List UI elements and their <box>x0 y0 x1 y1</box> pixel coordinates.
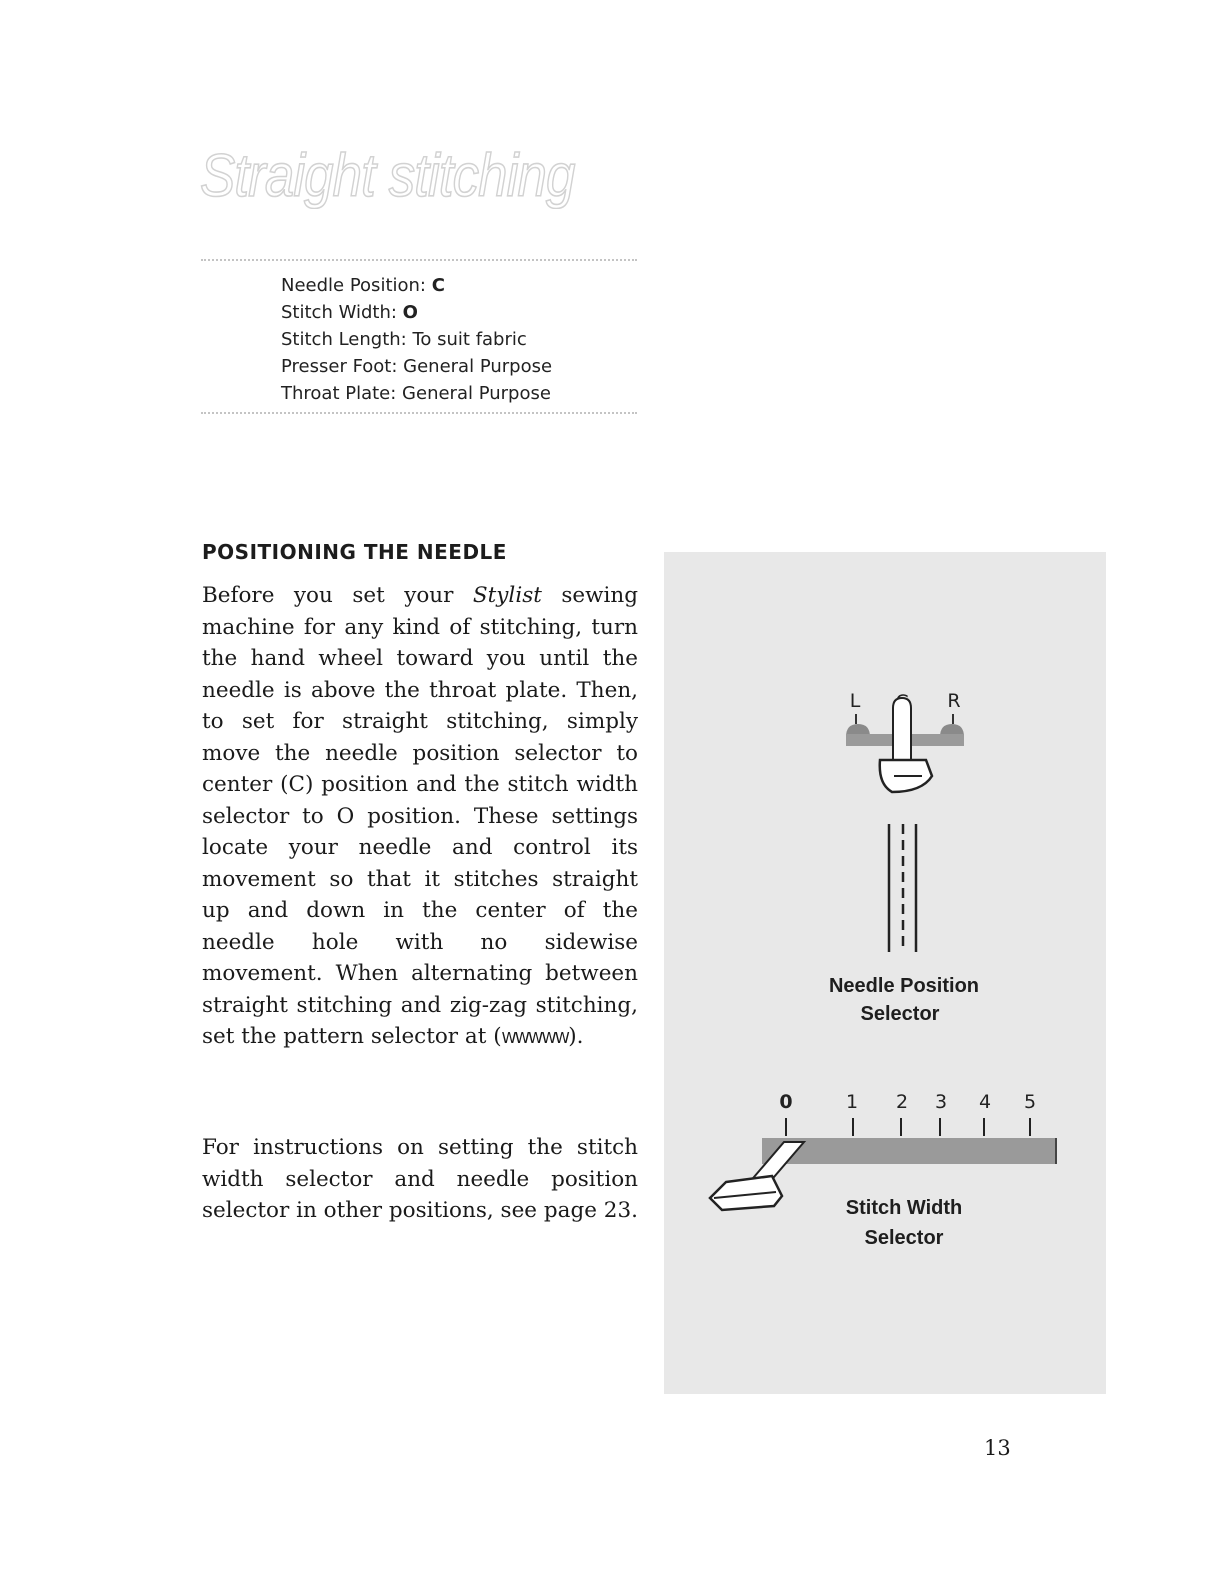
needle-position-caption: Needle Position <box>828 975 980 997</box>
width-scale-label-0: 0 <box>779 1091 793 1113</box>
setting-throat-plate: Throat Plate: General Purpose <box>281 383 551 404</box>
width-scale-label-3: 3 <box>934 1091 948 1113</box>
setting-value: O <box>402 302 418 323</box>
instruction-paragraph: Before you set your Stylist sewing machine for any kind of stitching, turn the hand wheel toward you until the needle is above the throat plate. Then, to set for straight stitching, simply move the needle position selector to center (C) position and the stitch width selector to O position. These settings locate your needle and control its movement so that it stitches straight up and down in the center of the needle hole with no sidewise movement. When alternating between straight stitching and zig-zag stitching, set the pattern selector at (WWWWW). <box>202 583 639 1049</box>
stitch-width-caption-2: Selector <box>864 1227 944 1249</box>
needle-selector-lever <box>893 698 911 760</box>
setting-presser-foot: Presser Foot: General Purpose <box>281 356 553 377</box>
setting-value: To suit fabric <box>412 329 527 350</box>
top-divider <box>201 259 637 261</box>
needle-position-label-l: L <box>849 690 861 712</box>
section-heading: POSITIONING THE NEEDLE <box>202 540 507 564</box>
stitch-width-caption: Stitch Width <box>845 1197 963 1219</box>
selector-diagram <box>664 552 1106 1394</box>
page-title: Straight stitching <box>200 142 575 209</box>
selector-illustration <box>664 552 1106 1394</box>
reference-paragraph: For instructions on setting the stitch width selector and needle position selector in other positions, see page 23. <box>202 1135 638 1223</box>
bottom-divider <box>201 412 637 414</box>
width-scale-label-2: 2 <box>895 1091 909 1113</box>
setting-needle-position: Needle Position: C <box>281 275 445 296</box>
stitch-width-track <box>762 1138 1056 1164</box>
needle-position-caption-2: Selector <box>860 1003 940 1025</box>
machine-settings-list <box>281 272 552 407</box>
page-number: 13 <box>984 1436 1011 1460</box>
setting-stitch-length: Stitch Length: To suit fabric <box>281 329 527 350</box>
setting-value: General Purpose <box>403 356 553 377</box>
width-scale-label-1: 1 <box>845 1091 859 1113</box>
setting-value: General Purpose <box>402 383 551 404</box>
width-scale-label-4: 4 <box>978 1091 992 1113</box>
brand-name: Stylist <box>472 583 542 608</box>
zigzag-pattern-glyph: WWWWW <box>501 1029 569 1047</box>
needle-position-label-r: R <box>947 690 961 712</box>
setting-stitch-width: Stitch Width: O <box>281 302 418 323</box>
setting-value: C <box>431 275 445 296</box>
width-scale-label-5: 5 <box>1023 1091 1037 1113</box>
